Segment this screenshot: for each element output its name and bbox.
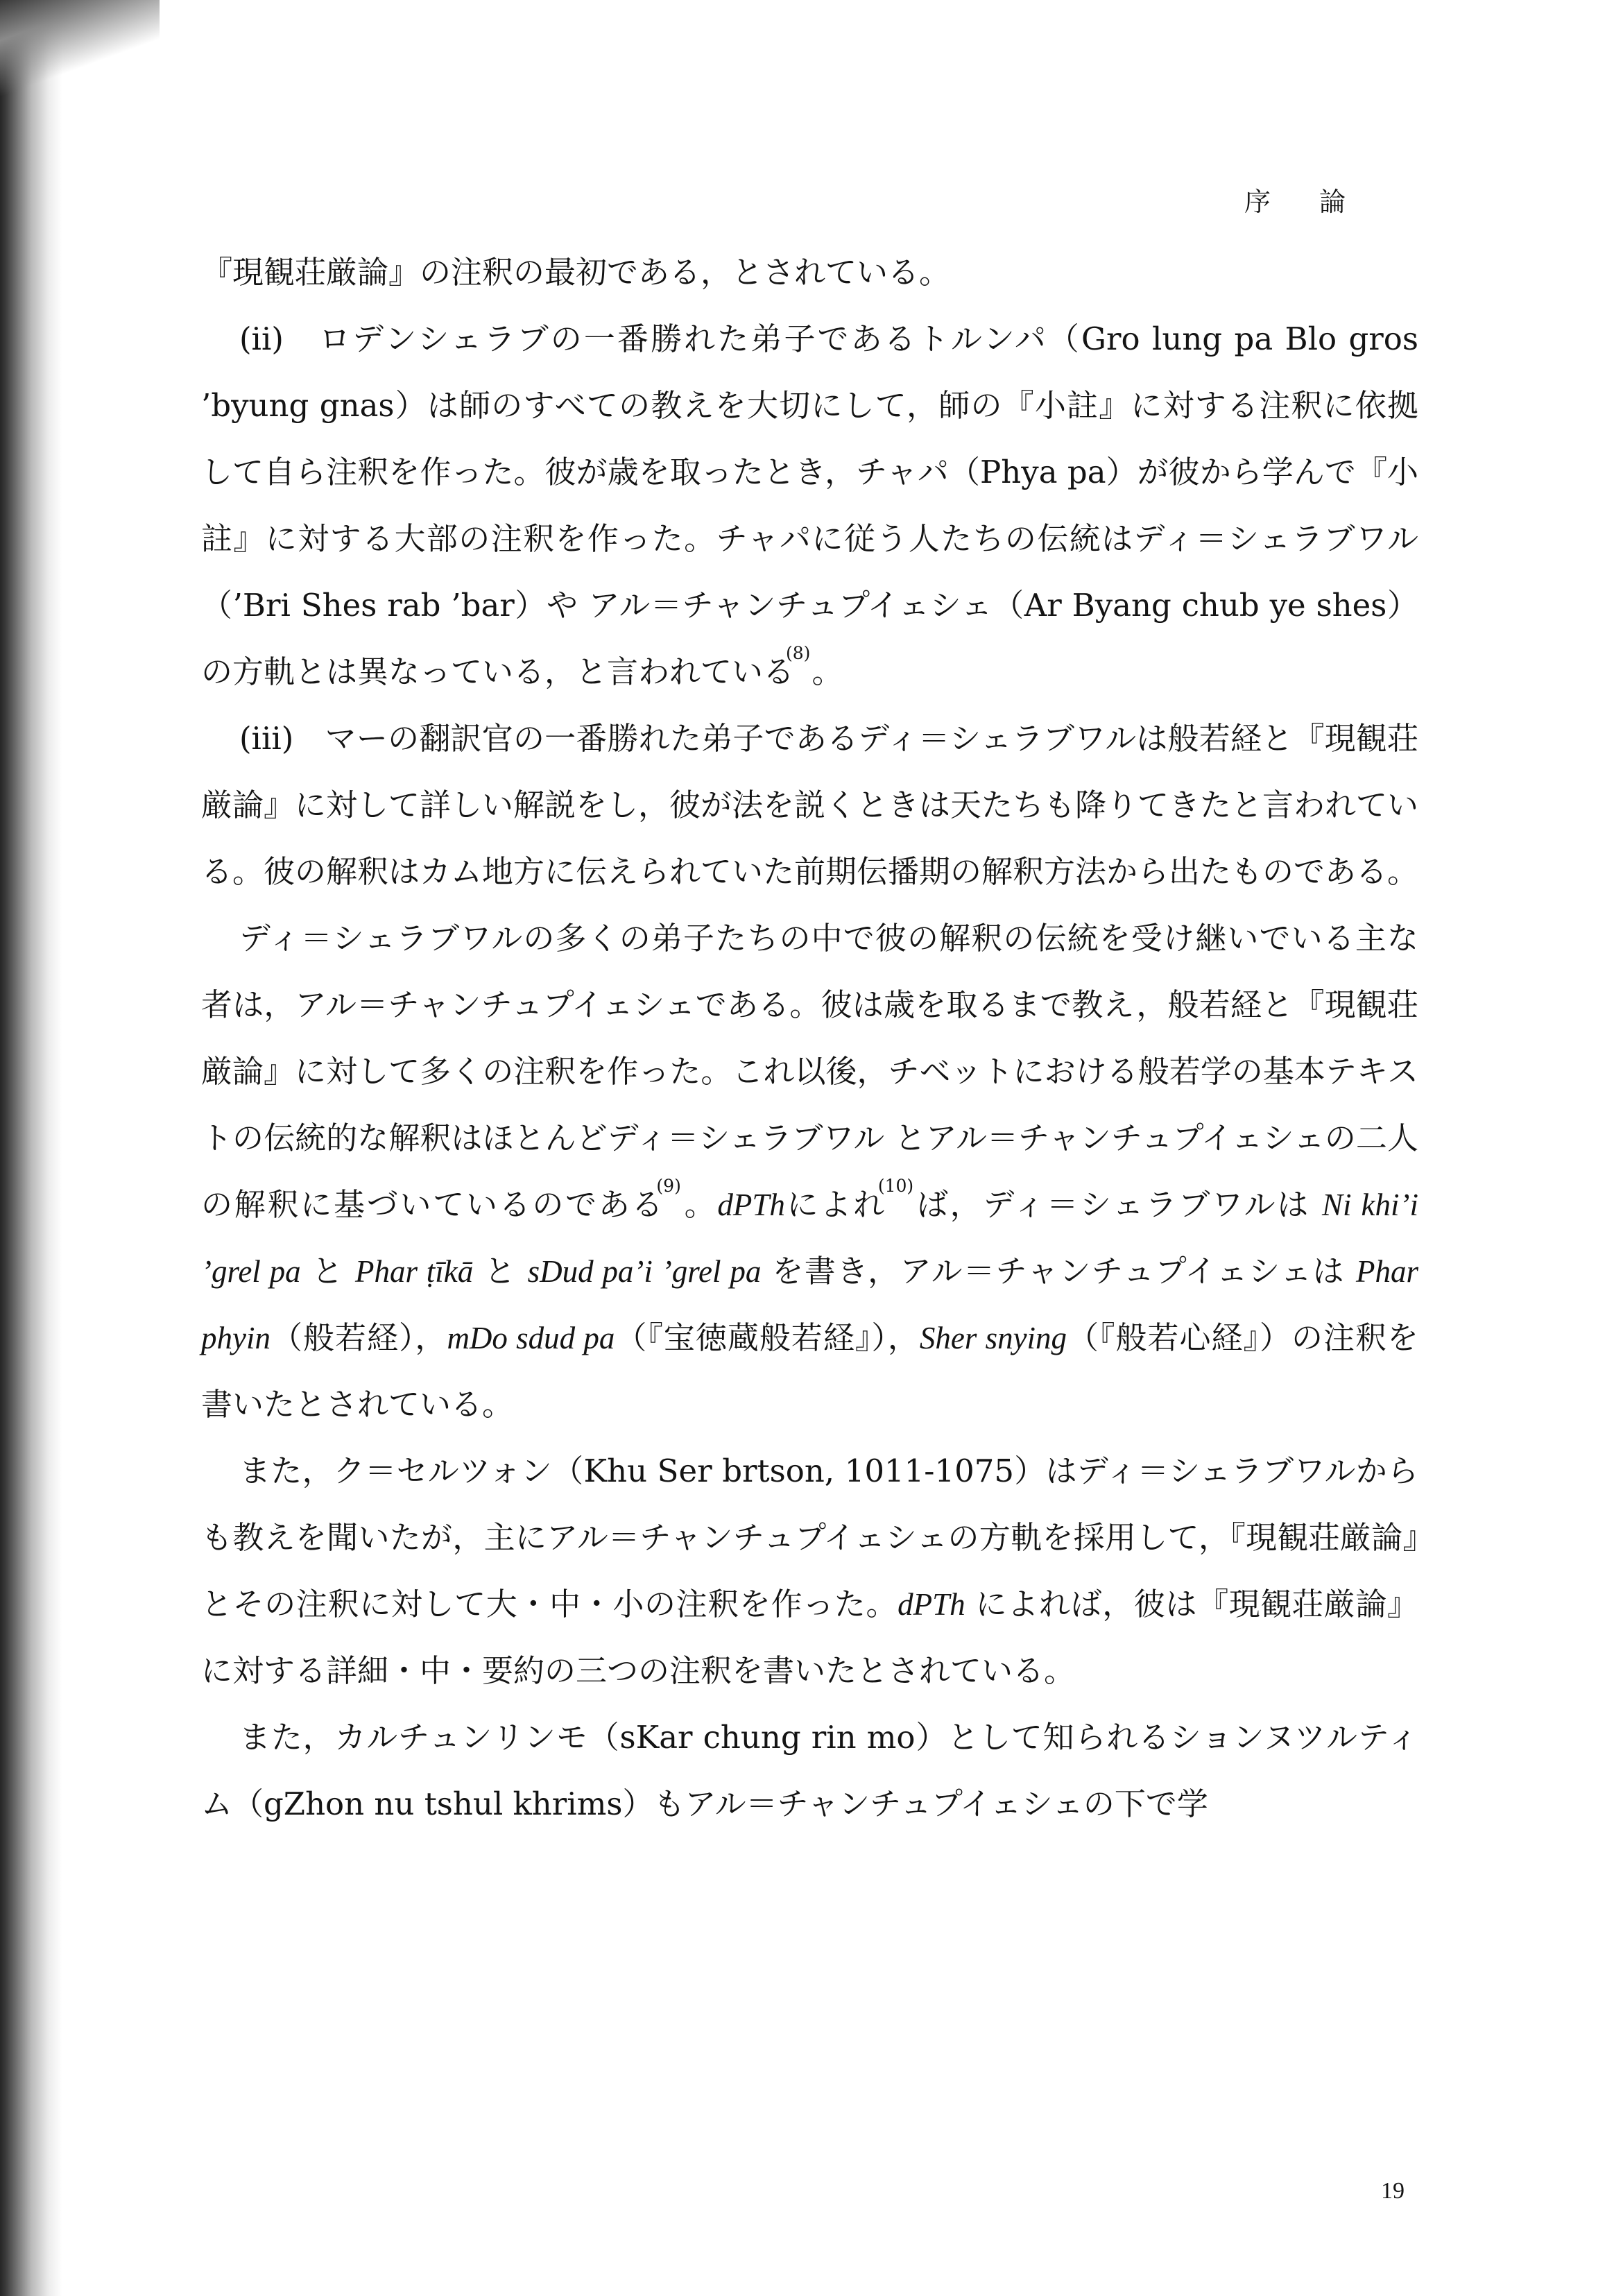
paragraph-4-text-d: ば，ディ＝シェラブワルは	[915, 1186, 1323, 1223]
scan-corner-shadow	[0, 0, 160, 104]
paragraph-4-text-c: によれ	[784, 1186, 886, 1223]
abbr-dpth: dPTh	[717, 1188, 785, 1222]
paragraph-4-text-h: （般若経），	[270, 1319, 447, 1356]
paragraph-4-period: 。	[682, 1186, 718, 1223]
paragraph-4-text-i: （『宝徳蔵般若経』），	[615, 1319, 920, 1356]
paragraph-2	[201, 306, 1418, 705]
title-mdo-sdud-pa: mDo sdud pa	[447, 1321, 615, 1355]
title-phar-phyin: Phar phyin	[201, 1254, 1418, 1355]
paragraph-4-text: ディ＝シェラブワルの多くの弟子たちの中で彼の解釈の伝統を受け継いでいる主な者は，アル＝チャンチュプイェシェである。彼は歳を取るまで教え，般若経と『現観荘厳論』に対して多くの注釈を作った。これ以後，チベットにおける般若学の基本テキストの伝統的な解釈はほとんどディ＝シェラブワル とアル＝チャンチュプイェシェの二人の解釈に基づいているのである	[201, 920, 1418, 1223]
main-text	[201, 239, 1418, 1837]
footnote-ref-10: (10)	[877, 1176, 914, 1196]
title-sher-snying: Sher snying	[919, 1321, 1067, 1355]
scan-binding-shadow	[0, 0, 62, 2296]
paragraph-4-text-e: と	[300, 1253, 355, 1290]
running-header: 序論	[1244, 187, 1394, 217]
paragraph-2-end: 。	[812, 653, 843, 690]
paragraph-1: 『現観荘厳論』の注釈の最初である，とされている。	[201, 254, 951, 291]
title-phar-tika: Phar ṭīkā	[354, 1254, 474, 1289]
abbr-dpth-2: dPTh	[898, 1587, 965, 1622]
title-ni-khii-grel-pa: Ni khi’i ’grel pa	[201, 1188, 1418, 1289]
paragraph-4	[201, 905, 1418, 1438]
paragraph-4-text-j: （『般若心経』）の注釈を書いたとされている。	[201, 1319, 1418, 1423]
paragraph-4-text-g: を書き，アル＝チャンチュプイェシェは	[761, 1253, 1356, 1290]
title-sdud-pai-grel-pa: sDud pa’i ’grel pa	[527, 1254, 762, 1289]
paragraph-5	[201, 1438, 1418, 1704]
footnote-ref-8: (8)	[786, 643, 811, 663]
paragraph-5-text-a: また，ク＝セルツォン（Khu Ser brtson, 1011-1075）はディ＝シェラブワルからも教えを聞いたが，主にアル＝チャンチュプイェシェの方軌を採用して，『現観荘厳論』とその注釈に対して大・中・小の注釈を作った。	[201, 1453, 1418, 1622]
footnote-ref-9: (9)	[656, 1176, 681, 1196]
paragraph-6: また，カルチュンリンモ（sKar chung rin mo）として知られるションヌツルティム（gZhon nu tshul khrims）もアル＝チャンチュプイェシェの下で学	[201, 1719, 1418, 1822]
paragraph-3: (iii) マーの翻訳官の一番勝れた弟子であるディ＝シェラブワルは般若経と『現観荘厳論』に対して詳しい解説をし，彼が法を説くときは天たちも降りてきたと言われている。彼の解釈はカム地方に伝えられていた前期伝播期の解釈方法から出たものである。	[201, 720, 1419, 890]
paragraph-2-text: (ii) ロデンシェラブの一番勝れた弟子であるトルンパ（Gro lung pa Blo gros ’byung gnas）は師のすべての教えを大切にして，師の『小註』に対する注釈に依拠して自ら注釈を作った。彼が歳を取ったとき，チャパ（Phya pa）が彼から学んで『小註』に対する大部の注釈を作った。チャパに従う人たちの伝統はディ＝シェラブワル（’Bri Shes rab ’bar）や アル＝チャンチュプイェシェ（Ar Byang chub ye shes）の方軌とは異なっている，と言われている	[201, 320, 1418, 690]
page-number: 19	[1381, 2178, 1405, 2204]
paragraph-4-text-f: と	[473, 1253, 528, 1290]
paragraph-5-text-b: によれば，彼は『現観荘厳論』に対する詳細・中・要約の三つの注釈を書いたとされている。	[201, 1586, 1418, 1689]
